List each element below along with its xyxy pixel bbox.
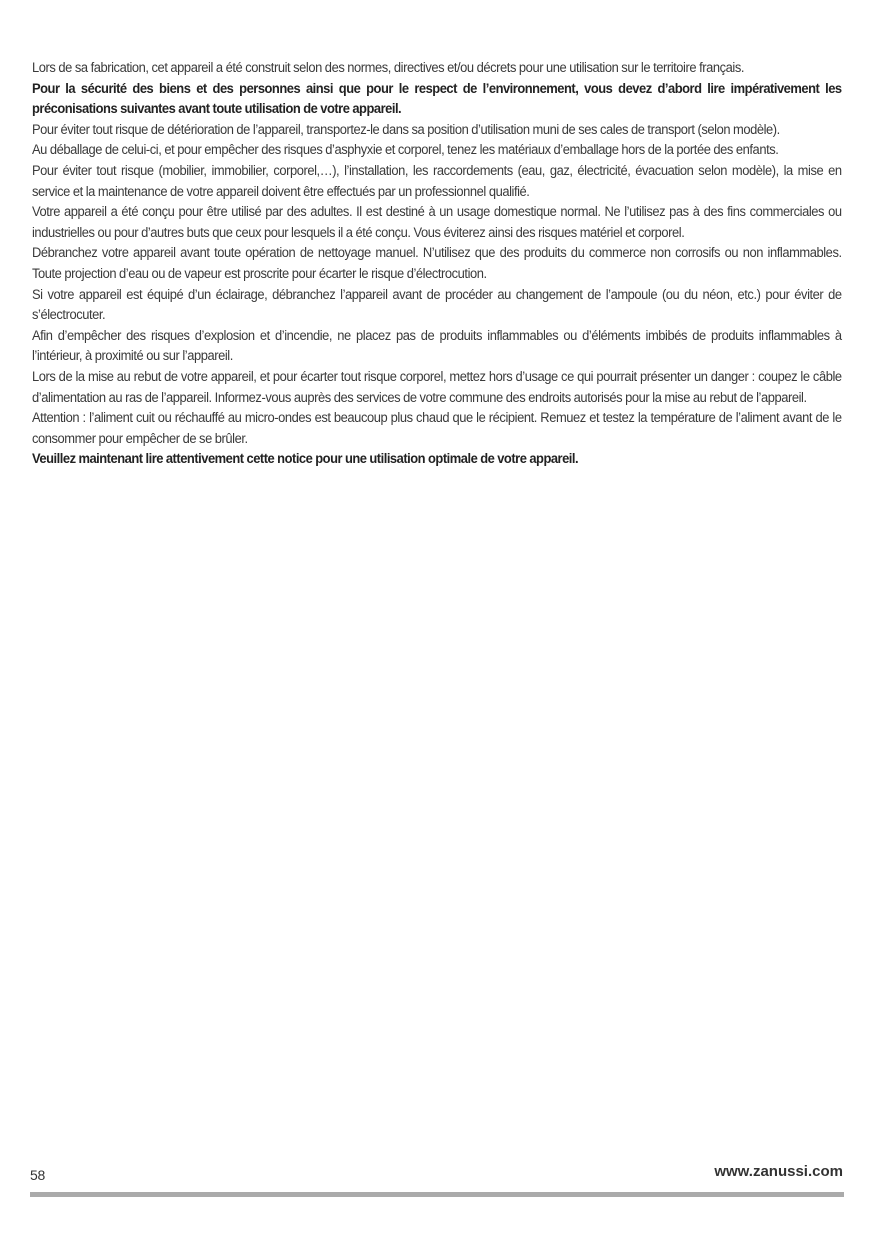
paragraph-cleaning: Débranchez votre appareil avant toute opération de nettoyage manuel. N’utilisez que des produits du commerce non corrosifs ou non inflammables. Toute projection d’eau ou de vapeur est proscrite pour écarter le risque d’électrocution.: [32, 245, 842, 281]
paragraph-lighting: Si votre appareil est équipé d’un éclairage, débranchez l’appareil avant de procéder au changement de l’ampoule (ou du néon, etc.) pour éviter de s’électrocuter.: [32, 286, 842, 323]
paragraph-unpacking: Au déballage de celui-ci, et pour empêcher des risques d’asphyxie et corporel, tenez les matériaux d’emballage hors de la portée des enfants.: [32, 142, 779, 158]
paragraph-installation: Pour éviter tout risque (mobilier, immobilier, corporel,…), l’installation, les raccordements (eau, gaz, électricité, évacuation selon modèle), la mise en service et la maintenance de votre appareil doivent être effectués par un professionnel qualifié.: [32, 162, 842, 199]
paragraph-fabrication: Lors de sa fabrication, cet appareil a été construit selon des normes, directives et/ou décrets pour une utilisation sur le territoire français.: [32, 60, 745, 75]
paragraph-disposal: Lors de la mise au rebut de votre appareil, et pour écarter tout risque corporel, mettez hors d’usage ce qui pourrait présenter un danger : coupez le câble d’alimentation au ras de l’appareil. Informez-vous auprès des services de votre commune des endroits autorisés pour la mise au rebut de l’appareil.: [32, 368, 842, 405]
page-number: 58: [30, 1167, 45, 1183]
paragraph-microwave: Attention : l’aliment cuit ou réchauffé au micro-ondes est beaucoup plus chaud que le récipient. Remuez et testez la température de l’aliment avant de le consommer pour empêcher de se brûler.: [32, 410, 842, 446]
paragraph-transport: Pour éviter tout risque de détérioration de l’appareil, transportez-le dans sa position d’utilisation muni de ses cales de transport (selon modèle).: [32, 121, 780, 137]
paragraph-safety-warning: Pour la sécurité des biens et des personnes ainsi que pour le respect de l’environnement, vous devez d’abord lire impérativement les préconisations suivantes avant toute utilisation de votre appareil.: [32, 80, 842, 117]
paragraph-usage: Votre appareil a été conçu pour être utilisé par des adultes. Il est destiné à un usage domestique normal. Ne l’utilisez pas à des fins commerciales ou industrielles ou pour d’autres buts que ceux pour lesquels il a été conçu. Vous éviterez ainsi des risques matériel et corporel.: [32, 204, 842, 240]
paragraph-read-notice: Veuillez maintenant lire attentivement cette notice pour une utilisation optimale de votre appareil.: [32, 451, 579, 467]
document-body: [32, 58, 842, 470]
paragraph-explosion: Afin d’empêcher des risques d’explosion et d’incendie, ne placez pas de produits inflammables ou d’éléments imbibés de produits inflammables à l’intérieur, à proximité ou sur l’appareil.: [32, 327, 842, 364]
website-url: www.zanussi.com: [714, 1163, 843, 1180]
footer-divider: [30, 1192, 844, 1197]
